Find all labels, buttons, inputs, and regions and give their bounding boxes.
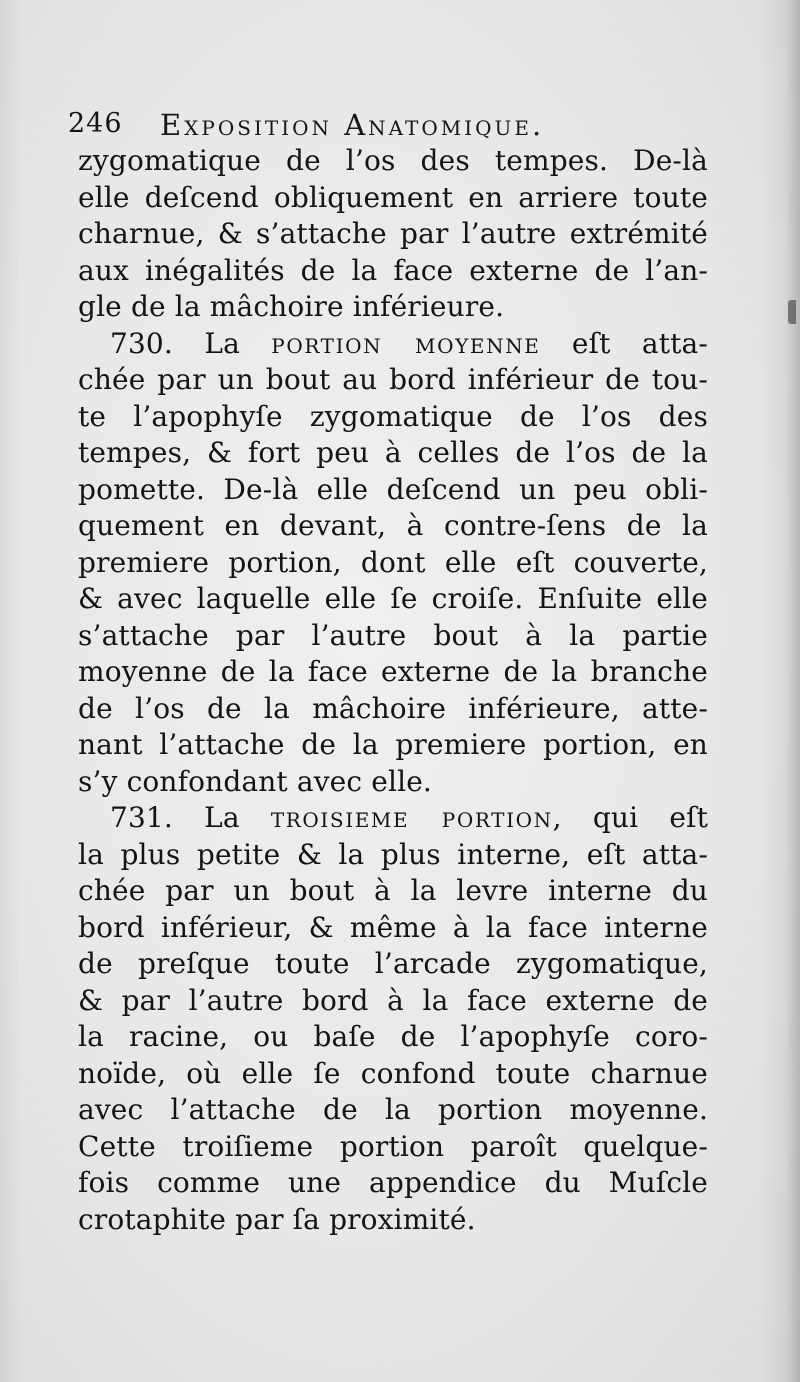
body-text — [78, 143, 708, 1238]
text-line: fois comme une appendice du Muſcle — [78, 1166, 708, 1199]
section-number-731: 731. La — [110, 801, 271, 834]
text-line: de l’os de la mâchoire inférieure, atte- — [78, 691, 708, 725]
text-line: Cette troiſieme portion paroît quelque- — [78, 1129, 708, 1163]
text-line: elle deſcend obliquement en arriere toute — [78, 180, 708, 214]
text-line: aux inégalités de la face externe de l’an- — [78, 253, 708, 287]
text-line: zygomatique de l’os des tempes. De-là — [78, 144, 708, 177]
section-number-730: 730. La — [110, 326, 272, 360]
text-line: nant l’attache de la premiere portion, en — [78, 728, 708, 761]
text-line: gle de la mâchoire inférieure. — [78, 290, 505, 323]
paragraph-731-first-line — [78, 800, 708, 837]
text-line: avec l’attache de la portion moyenne. — [78, 1093, 708, 1126]
portion-heading-troisieme: troisieme portion — [270, 801, 553, 834]
text-line: moyenne de la face externe de la branche — [78, 655, 708, 688]
line-continuation: eſt atta- — [540, 326, 708, 360]
text-line: & avec laquelle elle ſe croiſe. Enſuite elle — [78, 582, 708, 615]
text-line: chée par un bout à la levre interne du — [78, 874, 708, 907]
text-line: tempes, & fort peu à celles de l’os de la — [78, 436, 708, 469]
text-line: la racine, ou baſe de l’apophyſe coro- — [78, 1020, 708, 1053]
text-line: quement en devant, à contre-ſens de la — [78, 509, 708, 542]
portion-heading-moyenne: portion moyenne — [271, 326, 541, 360]
text-line: la plus petite & la plus interne, eſt atta- — [78, 837, 708, 871]
line-continuation: , qui eſt — [552, 801, 708, 834]
text-line: s’y confondant avec elle. — [78, 764, 432, 798]
text-line: te l’apophyſe zygomatique de l’os des — [78, 399, 708, 433]
text-line: noïde, où elle ſe confond toute charnue — [78, 1056, 708, 1090]
page-header — [68, 104, 708, 146]
text-line: de preſque toute l’arcade zygomatique, — [78, 947, 708, 980]
running-head: Exposition Anatomique. — [160, 108, 545, 142]
text-line: pomette. De-là elle deſcend un peu obli- — [78, 472, 708, 506]
text-line: bord inférieur, & même à la face interne — [78, 910, 708, 944]
text-line: crotaphite par ſa proximité. — [78, 1202, 476, 1236]
page-number: 246 — [68, 108, 123, 139]
page-edge-mark — [788, 300, 796, 324]
text-line: premiere portion, dont elle eſt couverte, — [78, 545, 708, 579]
text-line: & par l’autre bord à la face externe de — [78, 983, 708, 1017]
text-line: charnue, & s’attache par l’autre extrémité — [78, 217, 708, 250]
text-line: chée par un bout au bord inférieur de tou- — [78, 363, 708, 396]
text-line: s’attache par l’autre bout à la partie — [78, 618, 708, 652]
paragraph-730-first-line — [78, 326, 708, 363]
